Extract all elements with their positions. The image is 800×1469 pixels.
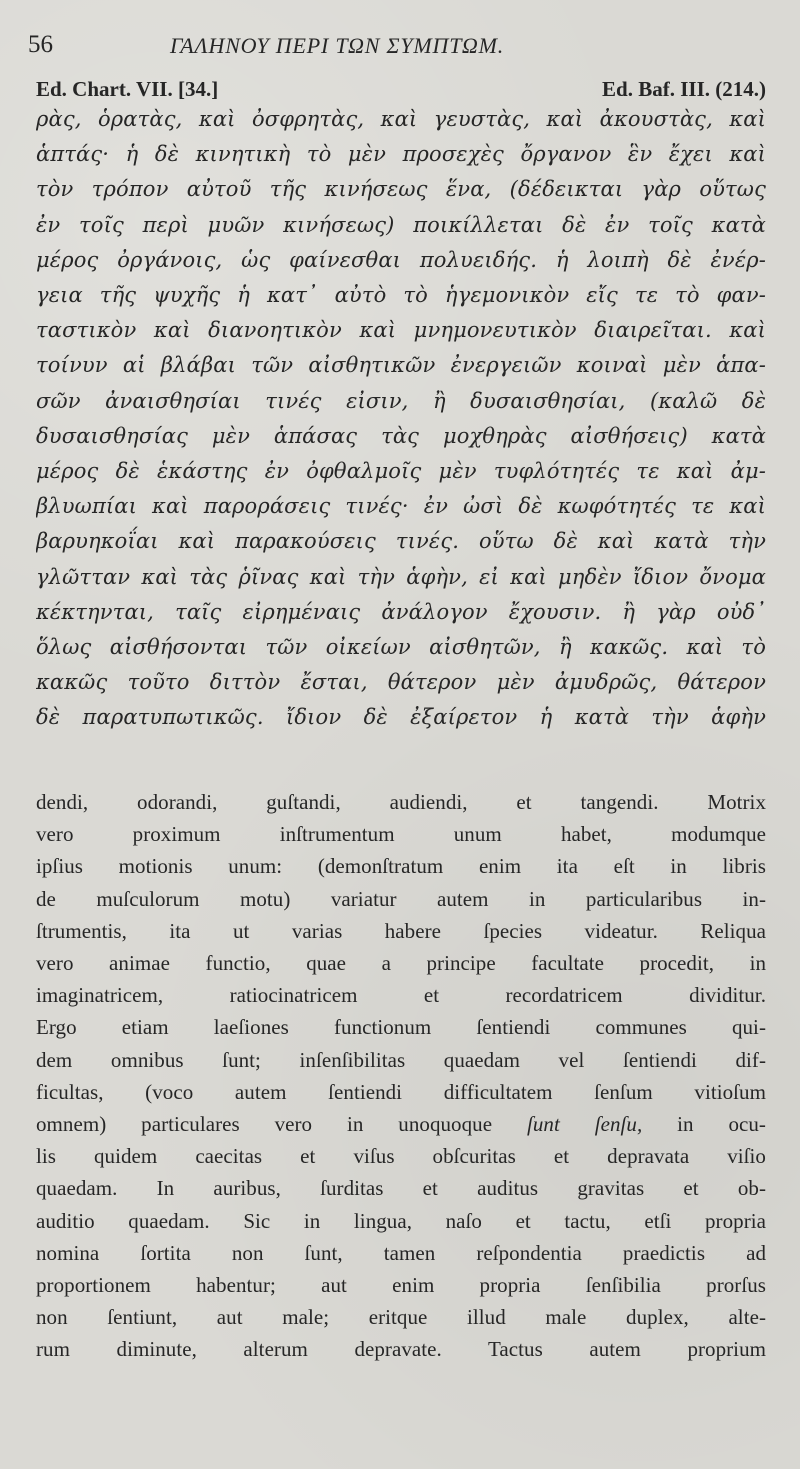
greek-line: τὸν τρόπον αὐτοῦ τῆς κινήσεως ἕνα, (δέδεικται γὰρ οὕτως bbox=[36, 177, 766, 202]
greek-line: κακῶς τοῦτο διττὸν ἔσται, θάτερον μὲν ἀμυδρῶς, θάτερον bbox=[36, 670, 766, 695]
edition-reference-left: Ed. Chart. VII. [34.] bbox=[36, 77, 219, 101]
greek-line: μέρος δὲ ἑκάστης ἐν ὀφθαλμοῖς μὲν τυφλότητές τε καὶ ἀμ- bbox=[36, 459, 766, 484]
edition-reference-right: Ed. Baf. III. (214.) bbox=[602, 77, 766, 101]
greek-line: δὲ παρατυπωτικῶς. ἴδιον δὲ ἐξαίρετον ἡ κατὰ τὴν ἁφὴν bbox=[36, 705, 766, 730]
latin-line: dem omnibus ſunt; inſenſibilitas quaedam vel ſentiendi dif- bbox=[36, 1047, 766, 1072]
greek-line: βλυωπίαι καὶ παροράσεις τινές· ἐν ὠσὶ δὲ κωφότητές τε καὶ bbox=[36, 494, 766, 519]
latin-line-prefix: omnem) particulares vero in unoquoque bbox=[36, 1112, 527, 1137]
running-head bbox=[28, 30, 768, 64]
latin-line: auditio quaedam. Sic in lingua, naſo et tactu, etſi propria bbox=[36, 1208, 766, 1233]
latin-line: ipſius motionis unum: (demonſtratum enim ita eſt in libris bbox=[36, 854, 766, 879]
greek-line: ἐν τοῖς περὶ μυῶν κινήσεως) ποικίλλεται δὲ ἐν τοῖς κατὰ bbox=[36, 212, 766, 237]
latin-line: rum diminute, alterum depravate. Tactus autem proprium bbox=[36, 1337, 766, 1362]
latin-line: quaedam. In auribus, ſurditas et auditus gravitas et ob- bbox=[36, 1176, 766, 1201]
latin-line: non ſentiunt, aut male; eritque illud male duplex, alte- bbox=[36, 1305, 766, 1330]
greek-line: ὅλως αἰσθήσονται τῶν οἰκείων αἰσθητῶν, ἢ κακῶς. καὶ τὸ bbox=[36, 635, 766, 660]
latin-text-block bbox=[36, 786, 766, 1366]
italic-phrase: ſunt ſenſu, bbox=[526, 1112, 643, 1137]
greek-line: βαρυηκοΐαι καὶ παρακούσεις τινές. οὕτω δὲ καὶ κατὰ τὴν bbox=[36, 529, 766, 554]
latin-line: Ergo etiam laeſiones functionum ſentiendi communes qui- bbox=[36, 1015, 766, 1040]
greek-line: δυσαισθησίας μὲν ἁπάσας τὰς μοχθηρὰς αἰσθήσεις) κατὰ bbox=[36, 423, 766, 448]
latin-line: vero animae functio, quae a principe facultate procedit, in bbox=[36, 951, 766, 976]
greek-line: γλῶτταν καὶ τὰς ῥῖνας καὶ τὴν ἁφὴν, εἰ καὶ μηδὲν ἴδιον ὄνομα bbox=[36, 564, 766, 589]
latin-line: imaginatricem, ratiocinatricem et recordatricem dividitur. bbox=[36, 983, 766, 1008]
greek-line: τοίνυν αἱ βλάβαι τῶν αἰσθητικῶν ἐνεργειῶν κοιναὶ μὲν ἁπα- bbox=[36, 353, 766, 378]
greek-line: ρὰς, ὁρατὰς, καὶ ὀσφρητὰς, καὶ γευστὰς, καὶ ἀκουστὰς, καὶ bbox=[36, 107, 766, 131]
greek-line: μέρος ὀργάνοις, ὡς φαίνεσθαι πολυειδής. ἡ λοιπὴ δὲ ἐνέρ- bbox=[36, 247, 766, 272]
greek-text-block bbox=[36, 102, 766, 736]
greek-line: ἁπτάς· ἡ δὲ κινητικὴ τὸ μὲν προσεχὲς ὄργανον ἓν ἔχει καὶ bbox=[36, 142, 766, 167]
page-number: 56 bbox=[28, 31, 53, 58]
latin-line-suffix: in ocu- bbox=[642, 1112, 766, 1137]
latin-line: ficultas, (voco autem ſentiendi difficultatem ſenſum vitioſum bbox=[36, 1079, 766, 1104]
latin-line: de muſculorum motu) variatur autem in particularibus in- bbox=[36, 886, 766, 911]
greek-line: σῶν ἀναισθησίαι τινές εἰσιν, ἢ δυσαισθησίαι, (καλῶ δὲ bbox=[36, 388, 766, 413]
latin-line: proportionem habentur; aut enim propria ſenſibilia prorſus bbox=[36, 1273, 766, 1298]
latin-line: dendi, odorandi, guſtandi, audiendi, et tangendi. Motrix bbox=[36, 790, 766, 814]
edition-references bbox=[36, 76, 766, 104]
greek-line: ταστικὸν καὶ διανοητικὸν καὶ μνημονευτικὸν διαιρεῖται. καὶ bbox=[36, 318, 766, 343]
latin-line: ſtrumentis, ita ut varias habere ſpecies videatur. Reliqua bbox=[36, 918, 766, 943]
greek-line: γεια τῆς ψυχῆς ἡ κατ᾽ αὐτὸ τὸ ἡγεμονικὸν εἴς τε τὸ φαν- bbox=[36, 283, 766, 308]
running-title: ΓΑΛΗΝΟΥ ΠΕΡΙ ΤΩΝ ΣΥΜΠΤΩΜ. bbox=[170, 33, 505, 58]
latin-line-with-italic bbox=[36, 1108, 766, 1140]
latin-line: vero proximum inſtrumentum unum habet, modumque bbox=[36, 822, 766, 847]
greek-line: κέκτηνται, ταῖς εἰρημέναις ἀνάλογον ἔχουσιν. ἢ γὰρ οὐδ᾽ bbox=[36, 599, 766, 624]
latin-line: lis quidem caecitas et viſus obſcuritas et depravata viſio bbox=[36, 1144, 766, 1169]
latin-line: nomina ſortita non ſunt, tamen reſpondentia praedictis ad bbox=[36, 1240, 766, 1265]
